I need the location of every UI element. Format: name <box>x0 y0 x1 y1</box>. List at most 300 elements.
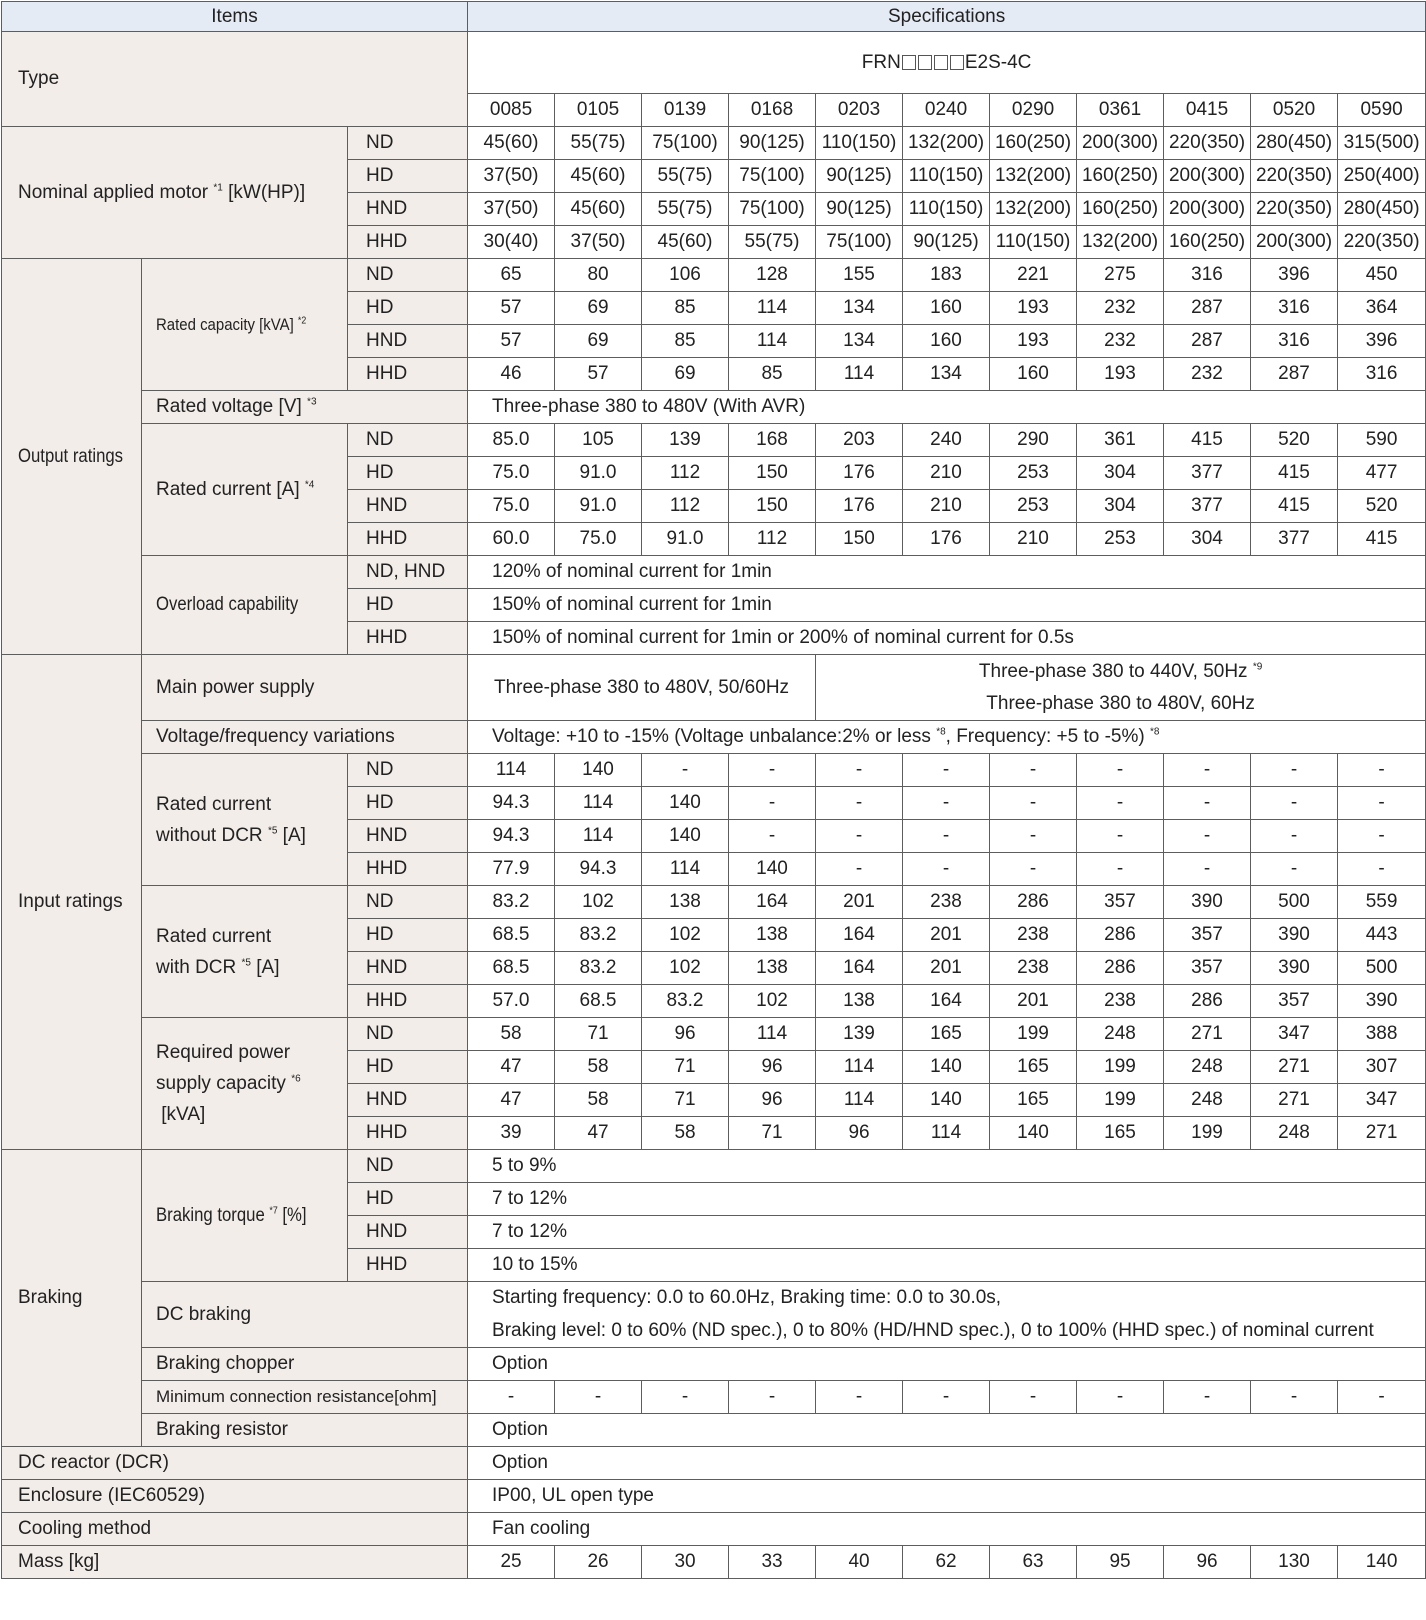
value-text: 199 <box>1104 1089 1136 1110</box>
value-text: 62 <box>935 1551 957 1572</box>
value-text: 248 <box>1191 1056 1223 1077</box>
value-text: - <box>855 1386 863 1407</box>
value-cell <box>1251 1117 1338 1150</box>
value-cell <box>1251 424 1338 457</box>
value-cell <box>990 985 1077 1018</box>
table-row <box>2 2 1426 32</box>
table-row <box>2 127 1426 160</box>
value-text: 71 <box>674 1089 696 1110</box>
value-text: 96 <box>674 1023 696 1044</box>
value-cell <box>729 94 816 127</box>
value-text: 240 <box>930 429 962 450</box>
value-cell <box>1164 886 1251 919</box>
value-text: 165 <box>1104 1122 1136 1143</box>
value-text: 164 <box>930 990 962 1011</box>
value-text: 134 <box>843 297 875 318</box>
value-text: 110(150) <box>995 231 1071 252</box>
value-text: 232 <box>1191 363 1223 384</box>
value-cell <box>1164 490 1251 523</box>
value-cell <box>468 325 555 358</box>
value-cell <box>1338 1381 1426 1414</box>
output-ratings-label-cell <box>2 259 142 655</box>
value-text: 520 <box>1365 495 1398 516</box>
label-line <box>156 1099 347 1130</box>
value-text: 0290 <box>1011 99 1055 120</box>
value-text: 199 <box>1104 1056 1136 1077</box>
value-cell <box>468 358 555 391</box>
mode-cell <box>348 754 468 787</box>
value-cell <box>642 952 729 985</box>
value-cell <box>1251 292 1338 325</box>
value-text: 210 <box>930 462 962 483</box>
value-cell <box>816 94 903 127</box>
variations-text2: , Frequency: +5 to -5%) <box>945 726 1145 747</box>
value-text: 201 <box>930 924 962 945</box>
value-cell <box>1164 259 1251 292</box>
mode-cell <box>348 259 468 292</box>
table-row <box>2 1546 1426 1579</box>
value-cell <box>468 94 555 127</box>
value-text: 559 <box>1365 891 1398 912</box>
value-text: 47 <box>500 1089 522 1110</box>
value-cell <box>729 160 816 193</box>
value-text: 57.0 <box>492 990 530 1011</box>
value-text: 165 <box>1017 1089 1049 1110</box>
value-text: 248 <box>1191 1089 1223 1110</box>
variations-text1: Voltage: +10 to -15% (Voltage unbalance:2% or less <box>492 726 931 747</box>
type-label: Type <box>18 68 60 89</box>
value-text: 304 <box>1191 528 1223 549</box>
value-text: 58 <box>587 1089 609 1110</box>
value-text: 91.0 <box>579 462 617 483</box>
value-cell <box>1077 1381 1164 1414</box>
value-cell <box>1077 985 1164 1018</box>
mass-label: Mass [kg] <box>18 1551 100 1572</box>
value-cell <box>642 94 729 127</box>
table-row <box>2 1018 1426 1051</box>
value-cell <box>990 787 1077 820</box>
footnote-marker: *7 <box>269 1205 278 1217</box>
value-text: 238 <box>1017 924 1049 945</box>
value-text: 168 <box>756 429 788 450</box>
label-line <box>156 1037 347 1068</box>
value-cell <box>1077 1117 1164 1150</box>
label-line-text: without DCR <box>156 824 263 846</box>
value-cell <box>468 787 555 820</box>
value-cell <box>1338 94 1426 127</box>
value-cell <box>555 325 642 358</box>
value-cell <box>990 424 1077 457</box>
value-cell <box>1164 1084 1251 1117</box>
mode-cell <box>348 358 468 391</box>
overload-value: 150% of nominal current for 1min <box>492 594 772 615</box>
value-text: 160 <box>930 330 962 351</box>
value-text: 357 <box>1191 924 1223 945</box>
value-text: 140 <box>669 792 701 813</box>
value-cell <box>990 292 1077 325</box>
value-text: - <box>681 1386 689 1407</box>
value-cell <box>1338 1018 1426 1051</box>
mode-label: HHD <box>366 990 408 1011</box>
value-text: 232 <box>1104 330 1136 351</box>
value-cell <box>1251 1381 1338 1414</box>
value-cell <box>642 1546 729 1579</box>
specifications-header <box>468 2 1426 32</box>
value-cell <box>816 1051 903 1084</box>
mode-label: ND <box>366 132 394 153</box>
value-text: 150 <box>756 495 788 516</box>
value-cell <box>642 1051 729 1084</box>
value-cell <box>1338 160 1426 193</box>
label-unit: [A] <box>282 824 306 846</box>
value-text: 201 <box>843 891 875 912</box>
mode-label: HHD <box>366 1122 408 1143</box>
value-cell <box>468 226 555 259</box>
value-text: 75(100) <box>739 165 805 186</box>
value-cell <box>555 358 642 391</box>
value-cell <box>1077 94 1164 127</box>
value-text: 377 <box>1191 462 1223 483</box>
value-cell <box>990 358 1077 391</box>
value-text: 199 <box>1017 1023 1049 1044</box>
value-cell <box>1251 952 1338 985</box>
value-text: 138 <box>756 957 788 978</box>
value-text: 415 <box>1278 495 1310 516</box>
value-text: 45(60) <box>483 132 539 153</box>
braking-chopper-label-cell <box>142 1348 468 1381</box>
dc-reactor-label: DC reactor (DCR) <box>18 1452 169 1473</box>
label-line <box>156 952 347 983</box>
value-text: 140 <box>930 1089 962 1110</box>
value-text: 140 <box>669 825 701 846</box>
mode-cell <box>348 952 468 985</box>
value-cell <box>903 1018 990 1051</box>
value-text: 85 <box>674 330 696 351</box>
input-ratings-label: Input ratings <box>18 891 123 912</box>
value-cell <box>468 457 555 490</box>
value-text: 71 <box>674 1056 696 1077</box>
table-row <box>2 1150 1426 1183</box>
value-text: - <box>768 1386 776 1407</box>
braking-torque-unit: [%] <box>282 1204 307 1226</box>
value-cell <box>729 985 816 1018</box>
value-cell <box>1251 1018 1338 1051</box>
value-cell <box>729 820 816 853</box>
mode-cell <box>348 1216 468 1249</box>
value-text: 286 <box>1104 924 1136 945</box>
overload-value: 120% of nominal current for 1min <box>492 561 772 582</box>
mode-label: HHD <box>366 627 408 648</box>
value-text: 75(100) <box>739 198 805 219</box>
footnote-marker: *5 <box>241 957 251 969</box>
mode-label: HND <box>366 957 408 978</box>
value-cell <box>816 193 903 226</box>
table-row <box>2 754 1426 787</box>
value-text: 114 <box>756 297 788 318</box>
value-cell <box>903 127 990 160</box>
value-text: 286 <box>1191 990 1223 1011</box>
mode-cell <box>348 490 468 523</box>
min-resistance-label-cell <box>142 1381 468 1414</box>
value-text: 200(300) <box>1081 132 1159 153</box>
table-row <box>2 1513 1426 1546</box>
value-text: 83.2 <box>666 990 704 1011</box>
braking-resistor-label: Braking resistor <box>156 1419 288 1440</box>
table-row <box>2 1282 1426 1315</box>
value-text: 347 <box>1278 1023 1310 1044</box>
value-cell <box>642 259 729 292</box>
braking-chopper-value: Option <box>492 1353 548 1374</box>
overload-label: Overload capability <box>156 594 299 615</box>
value-text: 165 <box>930 1023 962 1044</box>
value-text: 102 <box>669 957 701 978</box>
value-text: 106 <box>669 264 701 285</box>
value-text: 57 <box>500 330 522 351</box>
value-text: 85 <box>761 363 783 384</box>
value-text: - <box>942 792 950 813</box>
value-text: - <box>942 759 950 780</box>
value-cell <box>1251 127 1338 160</box>
value-cell <box>642 1084 729 1117</box>
value-text: 75(100) <box>826 231 892 252</box>
value-text: - <box>1029 825 1037 846</box>
mode-label: HD <box>366 297 394 318</box>
value-text: 85 <box>674 297 696 318</box>
value-text: 105 <box>582 429 614 450</box>
table-row <box>2 1447 1426 1480</box>
value-cell <box>1251 1546 1338 1579</box>
value-cell <box>1251 457 1338 490</box>
value-text: 75.0 <box>492 462 530 483</box>
value-text: 91.0 <box>666 528 704 549</box>
value-text: 0415 <box>1185 99 1229 120</box>
value-cell <box>1164 226 1251 259</box>
value-cell <box>729 1546 816 1579</box>
value-cell <box>1251 853 1338 886</box>
mode-cell <box>348 523 468 556</box>
value-text: 271 <box>1365 1122 1398 1143</box>
value-text: 210 <box>1017 528 1049 549</box>
braking-torque-value: 7 to 12% <box>492 1188 568 1209</box>
value-cell <box>1251 259 1338 292</box>
label-unit: [A] <box>256 956 280 978</box>
dc-reactor-value-cell <box>468 1447 1426 1480</box>
value-cell <box>1338 787 1426 820</box>
mode-cell <box>348 556 468 589</box>
value-text: - <box>1378 825 1385 846</box>
value-cell <box>642 754 729 787</box>
value-cell <box>1338 259 1426 292</box>
value-cell <box>642 1018 729 1051</box>
value-text: 83.2 <box>579 957 617 978</box>
value-cell <box>1338 952 1426 985</box>
value-cell <box>903 754 990 787</box>
value-cell <box>1251 490 1338 523</box>
value-cell <box>1338 919 1426 952</box>
value-cell <box>468 523 555 556</box>
value-cell <box>1164 787 1251 820</box>
value-text: 55(75) <box>570 132 626 153</box>
main-power-label-cell <box>142 655 468 721</box>
value-cell <box>1251 193 1338 226</box>
value-text: 140 <box>1017 1122 1049 1143</box>
value-cell <box>468 1084 555 1117</box>
table-row <box>2 32 1426 94</box>
value-cell <box>555 787 642 820</box>
mode-label: HD <box>366 924 394 945</box>
value-text: 94.3 <box>492 825 530 846</box>
value-cell <box>903 1117 990 1150</box>
value-text: - <box>1290 825 1298 846</box>
value-text: 45(60) <box>657 231 713 252</box>
value-text: 96 <box>1196 1551 1218 1572</box>
value-text: 199 <box>1191 1122 1223 1143</box>
value-cell <box>816 1117 903 1150</box>
mode-cell <box>348 127 468 160</box>
value-cell <box>1077 226 1164 259</box>
value-cell <box>903 853 990 886</box>
value-cell <box>1164 985 1251 1018</box>
value-text: - <box>768 825 776 846</box>
value-text: 390 <box>1365 990 1398 1011</box>
value-cell <box>816 325 903 358</box>
value-cell <box>555 490 642 523</box>
without-dcr-label-cell <box>142 754 348 886</box>
value-cell <box>903 985 990 1018</box>
value-text: 164 <box>756 891 788 912</box>
rated-voltage-value-cell <box>468 391 1426 424</box>
value-text: 37(50) <box>483 198 539 219</box>
value-text: 304 <box>1104 462 1136 483</box>
value-text: 290 <box>1017 429 1049 450</box>
braking-torque-value-cell <box>468 1249 1426 1282</box>
value-text: 138 <box>756 924 788 945</box>
value-cell <box>729 1018 816 1051</box>
value-cell <box>1164 1018 1251 1051</box>
value-cell <box>1077 325 1164 358</box>
value-text: 71 <box>761 1122 783 1143</box>
value-cell <box>1077 457 1164 490</box>
value-cell <box>990 94 1077 127</box>
value-text: 94.3 <box>579 858 617 879</box>
mode-cell <box>348 853 468 886</box>
value-cell <box>990 919 1077 952</box>
value-cell <box>1338 457 1426 490</box>
value-text: 37(50) <box>483 165 539 186</box>
value-cell <box>642 787 729 820</box>
value-text: 55(75) <box>657 165 713 186</box>
mode-cell <box>348 457 468 490</box>
footnote-marker: *4 <box>304 479 315 491</box>
value-text: 357 <box>1191 957 1223 978</box>
value-text: 112 <box>669 462 701 483</box>
value-cell <box>729 226 816 259</box>
placeholder-box <box>902 55 916 70</box>
value-cell <box>903 886 990 919</box>
value-cell <box>729 424 816 457</box>
value-cell <box>729 919 816 952</box>
value-cell <box>1164 94 1251 127</box>
footnote-marker: *1 <box>213 182 223 194</box>
mode-cell <box>348 1249 468 1282</box>
mode-cell <box>348 1117 468 1150</box>
rated-current-label-cell <box>142 424 348 556</box>
value-text: - <box>1290 759 1298 780</box>
value-cell <box>1251 787 1338 820</box>
placeholder-box <box>918 55 932 70</box>
value-text: - <box>1029 1386 1037 1407</box>
braking-label: Braking <box>18 1287 83 1308</box>
value-cell <box>816 886 903 919</box>
value-text: 83.2 <box>579 924 617 945</box>
value-cell <box>1338 424 1426 457</box>
value-cell <box>1251 820 1338 853</box>
value-text: - <box>1029 858 1037 879</box>
value-cell <box>903 919 990 952</box>
value-text: - <box>942 825 950 846</box>
value-cell <box>1164 193 1251 226</box>
value-text: - <box>507 1386 515 1407</box>
value-text: 396 <box>1278 264 1310 285</box>
value-cell <box>816 259 903 292</box>
dc-braking-line1-cell <box>468 1282 1426 1315</box>
value-text: - <box>1116 792 1124 813</box>
value-cell <box>642 853 729 886</box>
dc-braking-line2: Braking level: 0 to 60% (ND spec.), 0 to 80% (HD/HND spec.), 0 to 100% (HHD spec.) of nominal current <box>492 1319 1374 1341</box>
value-text: 193 <box>1017 330 1049 351</box>
value-cell <box>729 292 816 325</box>
mode-cell <box>348 193 468 226</box>
value-text: 25 <box>500 1551 522 1572</box>
value-cell <box>1338 490 1426 523</box>
value-text: 140 <box>756 858 788 879</box>
value-cell <box>1077 490 1164 523</box>
value-cell <box>990 193 1077 226</box>
value-text: 114 <box>843 363 875 384</box>
value-cell <box>642 127 729 160</box>
value-cell <box>555 193 642 226</box>
value-text: 0168 <box>750 99 794 120</box>
value-cell <box>729 358 816 391</box>
main-power-label: Main power supply <box>156 676 315 698</box>
value-cell <box>729 853 816 886</box>
value-cell <box>555 523 642 556</box>
value-cell <box>1077 160 1164 193</box>
value-text: 140 <box>930 1056 962 1077</box>
value-text: 33 <box>761 1551 783 1572</box>
braking-torque-value-cell <box>468 1150 1426 1183</box>
value-text: 590 <box>1365 429 1398 450</box>
value-cell <box>468 985 555 1018</box>
value-cell <box>642 193 729 226</box>
rated-current-label: Rated current [A] <box>156 478 300 500</box>
main-power-left-value: Three-phase 380 to 480V, 50/60Hz <box>493 676 790 698</box>
value-cell <box>468 1117 555 1150</box>
value-text: 102 <box>582 891 614 912</box>
value-text: 316 <box>1278 330 1310 351</box>
mode-cell <box>348 919 468 952</box>
mode-label: HND <box>366 825 408 846</box>
value-cell <box>1338 226 1426 259</box>
value-text: 0105 <box>576 99 620 120</box>
value-text: - <box>855 759 863 780</box>
value-text: 69 <box>587 330 609 351</box>
value-cell <box>1251 886 1338 919</box>
value-text: - <box>594 1386 602 1407</box>
value-text: 83.2 <box>492 891 530 912</box>
overload-value-cell <box>468 556 1426 589</box>
value-text: 164 <box>843 924 875 945</box>
